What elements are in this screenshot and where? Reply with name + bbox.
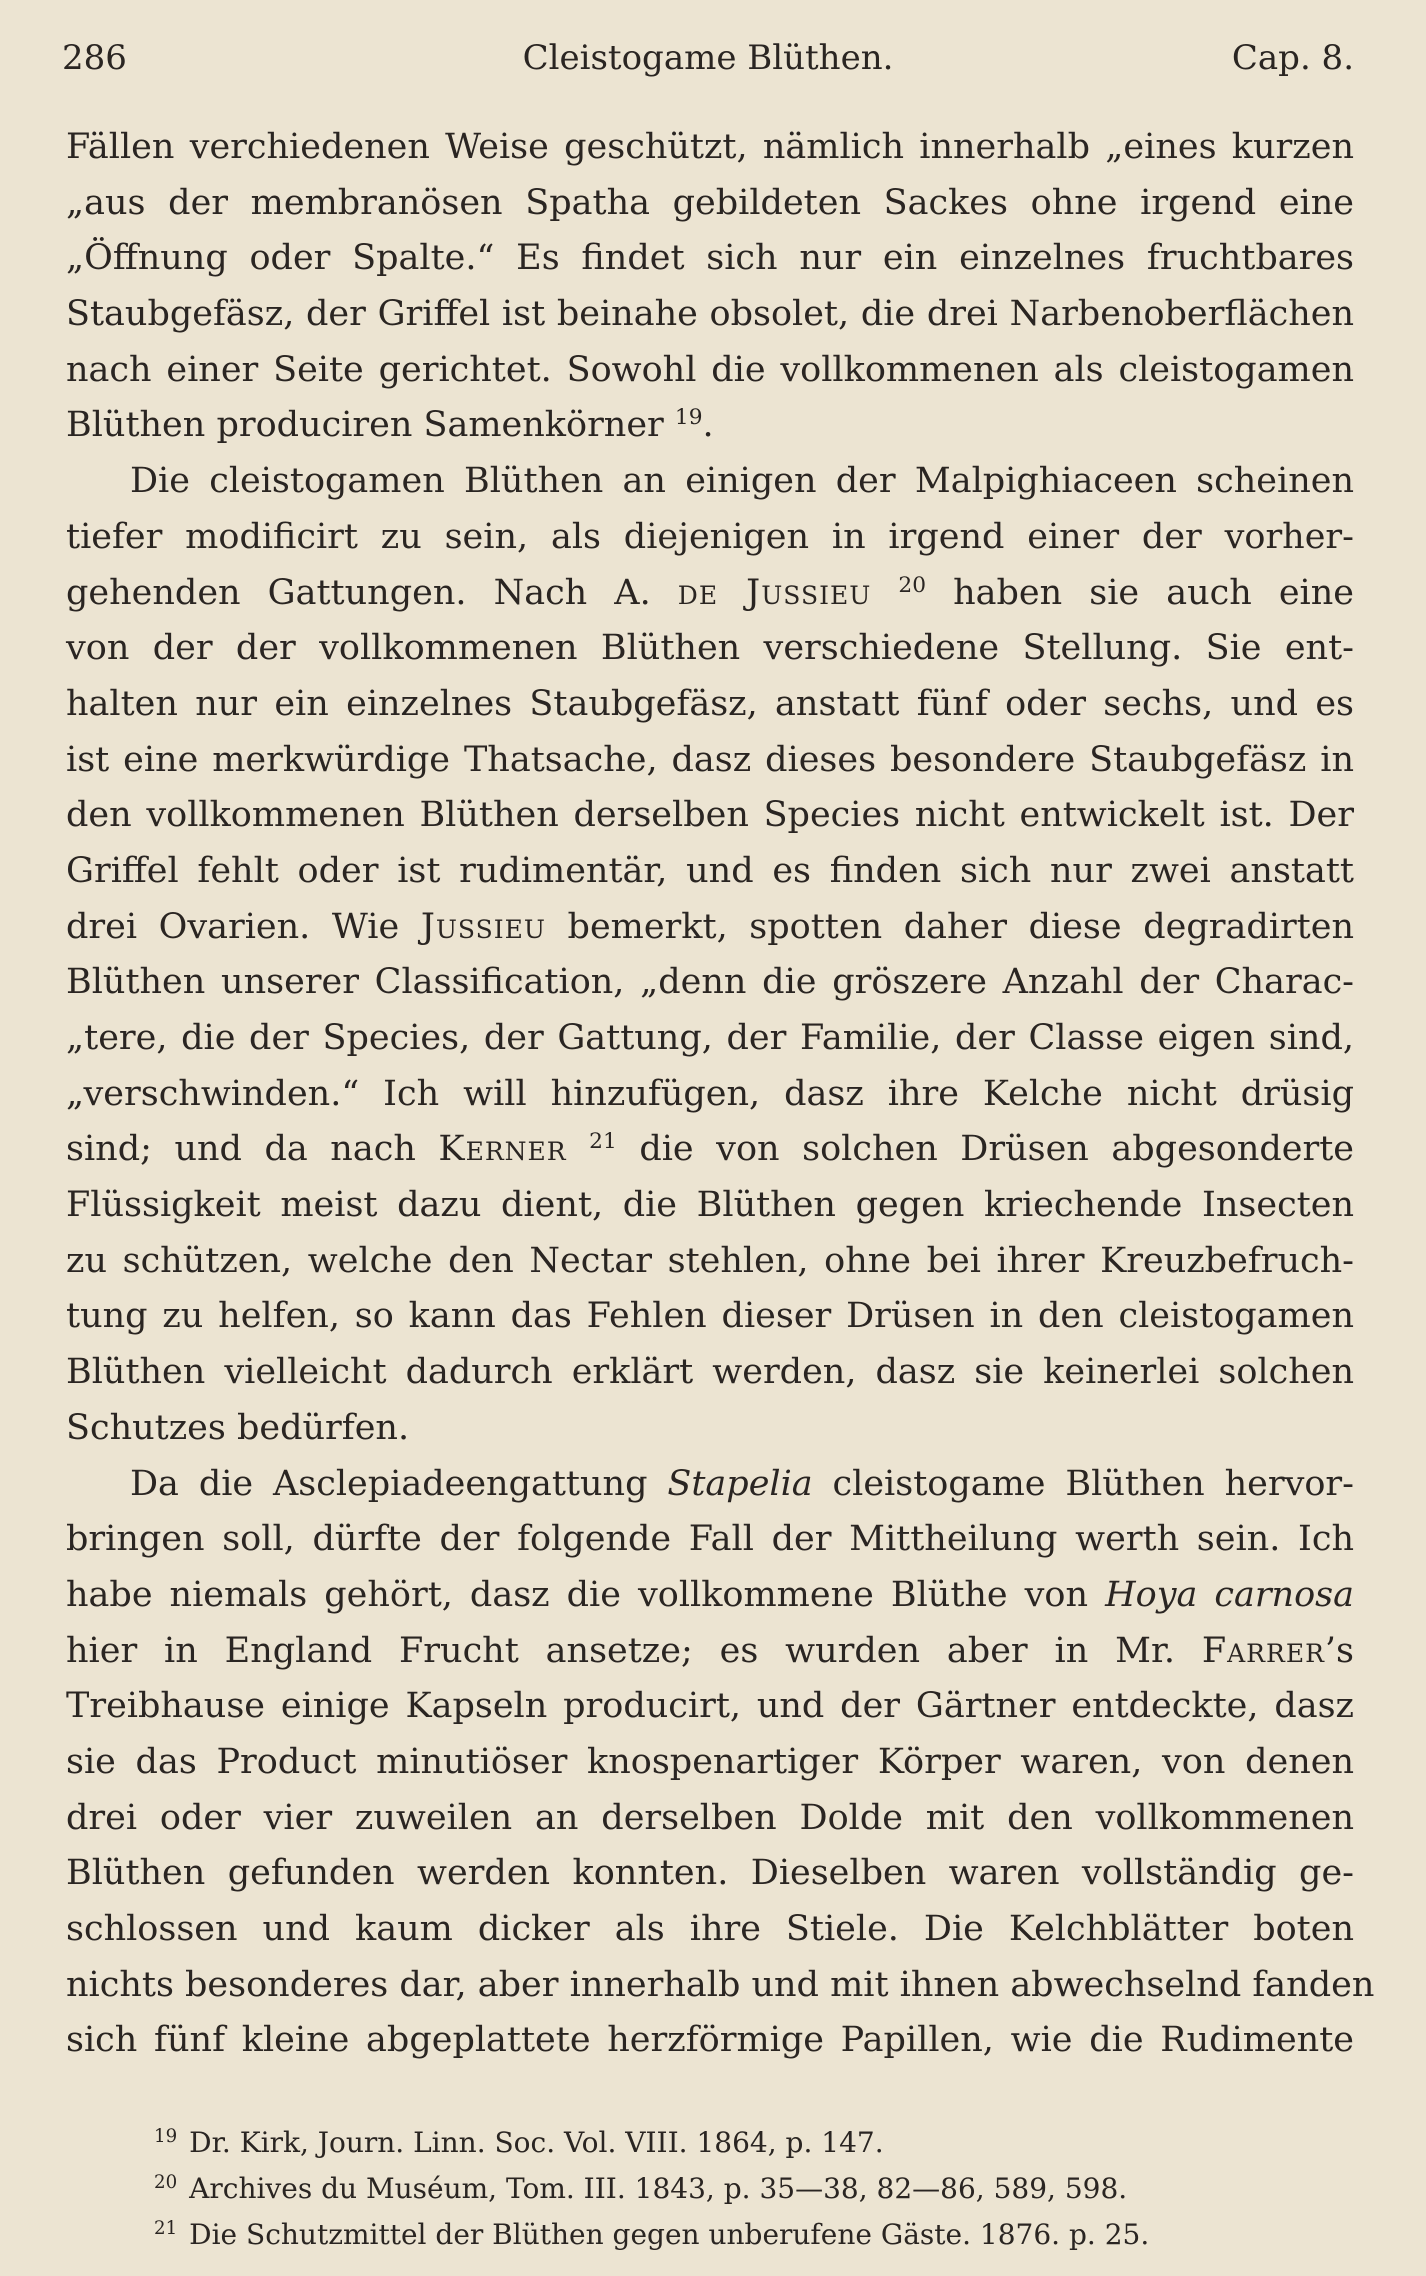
small-caps-name: Jussieu (420, 906, 546, 947)
text-run (567, 1129, 590, 1169)
text-line (66, 1512, 1354, 1568)
text-line (66, 566, 1354, 622)
small-caps-name: de Jussieu (677, 572, 872, 613)
text-line (66, 231, 1354, 287)
text-run: Staubgefäsz, der Griffel ist beinahe obsolet, die drei Narbenoberflächen (66, 294, 1354, 335)
text-run: Fällen verchiedenen Weise geschützt, nämlich innerhalb „eines kurzen (66, 127, 1354, 167)
text-line (66, 454, 1354, 510)
text-run: die von solchen Drüsen abgesonderte (616, 1129, 1354, 1170)
text-line (66, 955, 1354, 1011)
text-run: sie das Product minutiöser knospenartiger Körper waren, von denen (66, 1741, 1354, 1782)
page-number: 286 (62, 38, 127, 78)
text-run: nichts besonderes dar, aber innerhalb und mit ihnen abwechselnd fanden (66, 1964, 1375, 2005)
text-line (66, 1846, 1354, 1902)
text-line (66, 398, 1354, 454)
text-run: Griffel fehlt oder ist rudimentär, und es finden sich nur zwei anstatt (66, 850, 1354, 891)
text-run: den vollkommenen Blüthen derselben Species nicht entwickelt ist. Der (66, 795, 1354, 836)
text-line (66, 1624, 1354, 1680)
text-run: sich fünf kleine abgeplattete herzförmige Papillen, wie die Rudimente (66, 2020, 1354, 2061)
text-run: von der der vollkommenen Blüthen verschiedene Stellung. Sie ent- (66, 628, 1354, 669)
text-line (66, 1958, 1375, 2014)
text-run: bemerkt, spotten daher diese degradirten (545, 906, 1354, 947)
text-line (66, 733, 1354, 789)
footnote-number: 19 (154, 2126, 178, 2147)
footnote-text: Die Schutzmittel der Blüthen gegen unberufene Gäste. 1876. p. 25. (189, 2218, 1150, 2251)
text-run: Da die Asclepiadeengattung (130, 1463, 668, 1504)
text-run: schlossen und kaum dicker als ihre Stiele. Die Kelchblätter boten (66, 1909, 1354, 1949)
text-line (66, 1457, 1354, 1513)
text-line (66, 1234, 1354, 1290)
footnote-text: Dr. Kirk, Journ. Linn. Soc. Vol. VIII. 1864, p. 147. (189, 2126, 884, 2159)
text-line (66, 788, 1354, 844)
text-run: drei oder vier zuweilen an derselben Dolde mit den vollkommenen (66, 1797, 1354, 1838)
text-run: haben sie auch eine (926, 572, 1355, 613)
text-run: sind; und da nach (66, 1129, 439, 1170)
small-caps-name: Farrer (1201, 1630, 1325, 1671)
text-line (66, 510, 1354, 566)
text-run: habe niemals gehört, dasz die vollkommene Blüthe von (66, 1574, 1106, 1615)
text-line (66, 1735, 1354, 1791)
italic-text: Hoya carnosa (1105, 1574, 1354, 1615)
footnote-number: 20 (154, 2172, 178, 2193)
footnote-text: Archives du Muséum, Tom. III. 1843, p. 35—38, 82—86, 589, 598. (189, 2172, 1128, 2205)
text-line (66, 1289, 1354, 1345)
text-run: hier in England Frucht ansetze; es wurden aber in Mr. (66, 1630, 1202, 1671)
text-run: Blüthen produciren Samenkörner (66, 405, 675, 446)
text-line (66, 2013, 1354, 2069)
page-header (62, 38, 1354, 88)
text-run: Blüthen gefunden werden konnten. Dieselben waren vollständig ge- (66, 1853, 1354, 1894)
text-line (66, 1902, 1354, 1958)
text-run: . (702, 405, 714, 446)
text-run: Blüthen vielleicht dadurch erklärt werden, dasz sie keinerlei solchen (66, 1352, 1354, 1393)
text-run: tung zu helfen, so kann das Fehlen dieser Drüsen in den cleistogamen (66, 1296, 1354, 1337)
footnote-ref: 19 (674, 405, 703, 431)
footnote-ref: 21 (589, 1129, 617, 1155)
text-run: bringen soll, dürfte der folgende Fall der Mittheilung werth sein. Ich (66, 1519, 1354, 1560)
footnotes (66, 2120, 1354, 2258)
text-line (66, 900, 1354, 956)
text-run: Treibhause einige Kapseln producirt, und der Gärtner entdeckte, dasz (66, 1686, 1354, 1727)
text-run: Die cleistogamen Blüthen an einigen der Malpighiaceen scheinen (130, 461, 1354, 502)
text-line (66, 287, 1354, 343)
footnote (66, 2166, 1354, 2212)
text-line (66, 1679, 1354, 1735)
text-line (66, 1178, 1354, 1234)
text-line (66, 844, 1354, 900)
text-run: gehenden Gattungen. Nach A. (66, 572, 678, 613)
text-line (66, 1401, 1354, 1457)
text-line (66, 621, 1354, 677)
text-run (871, 573, 898, 613)
text-run: cleistogame Blüthen hervor- (812, 1463, 1354, 1504)
text-line (66, 1011, 1354, 1067)
text-run: Flüssigkeit meist dazu dient, die Blüthen gegen kriechende Insecten (66, 1185, 1354, 1226)
running-title: Cleistogame Blüthen. (522, 38, 894, 78)
text-run: „tere, die der Species, der Gattung, der Familie, der Classe eigen sind, (66, 1018, 1354, 1058)
text-run: tiefer modificirt zu sein, als diejenigen in irgend einer der vorher- (66, 516, 1354, 557)
text-run: nach einer Seite gerichtet. Sowohl die vollkommenen als cleistogamen (66, 349, 1354, 390)
text-run: ’s (1324, 1630, 1354, 1671)
text-line (66, 1067, 1354, 1123)
footnote (66, 2212, 1354, 2258)
text-line (66, 343, 1354, 399)
text-run: „aus der membranösen Spatha gebildeten Sackes ohne irgend eine (66, 182, 1354, 223)
body-text (66, 120, 1375, 2069)
text-run: drei Ovarien. Wie (66, 906, 421, 947)
text-run: ist eine merkwürdige Thatsache, dasz dieses besondere Staubgefäsz in (66, 739, 1354, 780)
text-run: halten nur ein einzelnes Staubgefäsz, anstatt fünf oder sechs, und es (66, 683, 1354, 724)
small-caps-name: Kerner (438, 1129, 567, 1170)
text-line (66, 1791, 1354, 1847)
text-line (66, 677, 1354, 733)
text-line (66, 1122, 1354, 1178)
footnote-number: 21 (154, 2218, 178, 2239)
text-line (66, 176, 1354, 232)
footnote-ref: 20 (898, 572, 926, 598)
text-line (66, 120, 1354, 176)
text-run: Schutzes bedürfen. (66, 1407, 410, 1448)
italic-text: Stapelia (667, 1463, 813, 1504)
text-run: zu schützen, welche den Nectar stehlen, ohne bei ihrer Kreuzbefruch- (66, 1240, 1354, 1281)
footnote (66, 2120, 1354, 2166)
text-line (66, 1568, 1354, 1624)
chapter-label: Cap. 8. (1231, 38, 1354, 78)
text-run: „verschwinden.“ Ich will hinzufügen, dasz ihre Kelche nicht drüsig (66, 1073, 1354, 1114)
text-run: „Öffnung oder Spalte.“ Es findet sich nur ein einzelnes fruchtbares (66, 238, 1354, 279)
text-run: Blüthen unserer Classification, „denn die gröszere Anzahl der Charac- (66, 962, 1354, 1003)
text-line (66, 1345, 1354, 1401)
